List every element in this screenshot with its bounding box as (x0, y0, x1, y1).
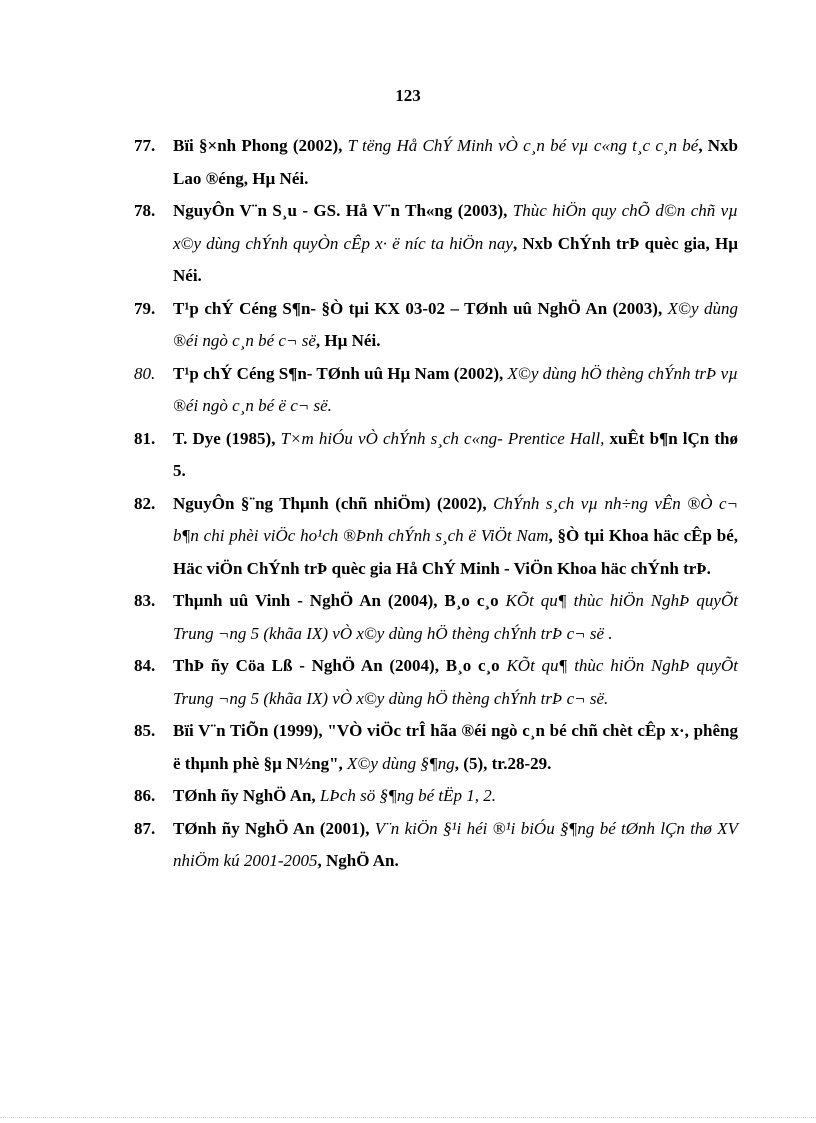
reference-number: 85. (134, 721, 156, 740)
reference-title: ChÝnh s¸ch vµ nh÷ng vÊn ®Ò c¬ b¶n chi phèi viÖc ho¹ch ®Þnh chÝnh s¸ch ë ViÖt Nam (173, 493, 738, 545)
reference-text (173, 715, 738, 780)
reference-text (173, 293, 738, 358)
reference-title: T×m hiÓu vÒ chÝnh s¸ch c«ng- Prentice Hall, (280, 428, 605, 448)
reference-text (173, 585, 738, 650)
reference-number: 79. (134, 298, 156, 318)
reference-title: KÕt qu¶ thùc hiÖn NghÞ quyÕt Trung ¬ng 5 (khãa IX) vÒ x©y dùng hÖ thèng chÝnh trÞ c¬ së . (173, 591, 738, 643)
reference-author: T¹p chÝ Céng S¶n- TØnh uû Hµ Nam (2002), (173, 363, 508, 383)
reference-number: 81. (134, 428, 156, 448)
reference-number: 86. (134, 786, 156, 805)
reference-item (134, 715, 738, 780)
reference-item (134, 813, 738, 878)
page-bottom-border (0, 1117, 816, 1118)
reference-item (134, 293, 738, 358)
reference-title: X©y dùng §¶ng (347, 753, 455, 773)
reference-author: Bïi §×nh Phong (2002), (173, 136, 348, 155)
reference-title: KÕt qu¶ thùc hiÖn NghÞ quyÕt Trung ¬ng 5 (khãa IX) vÒ x©y dùng hÖ thèng chÝnh trÞ c¬ së. (173, 656, 738, 708)
page-number: 123 (395, 86, 421, 105)
reference-list (134, 130, 738, 878)
reference-text (173, 358, 738, 423)
reference-author: NguyÔn §¨ng Thµnh (chñ nhiÖm) (2002), (173, 493, 494, 513)
reference-publisher: , Nxb Lao ®éng, Hµ Néi. (173, 136, 739, 188)
reference-author: T¹p chÝ Céng S¶n- §Ò tµi KX 03-02 – TØnh uû NghÖ An (2003), (173, 298, 668, 318)
reference-item (134, 650, 738, 715)
reference-number: 87. (134, 818, 156, 838)
reference-text (173, 423, 738, 488)
reference-author: TØnh ñy NghÖ An (2001), (173, 818, 375, 838)
reference-number: 78. (134, 201, 156, 220)
reference-title: X©y dùng hÖ thèng chÝnh trÞ vµ ®éi ngò c¸n bé ë c¬ së. (173, 363, 739, 415)
reference-publisher: , §Ò tµi Khoa häc cÊp bé, Häc viÖn ChÝnh trÞ quèc gia Hå ChÝ Minh - ViÖn Khoa häc chÝnh trÞ. (173, 526, 738, 578)
reference-text (173, 488, 738, 586)
reference-text (173, 650, 738, 715)
reference-number: 77. (134, 136, 156, 155)
reference-item (134, 358, 738, 423)
reference-item (134, 585, 738, 650)
reference-author: T. Dye (1985), (173, 428, 281, 448)
reference-text (173, 780, 738, 813)
reference-text (173, 813, 738, 878)
reference-number: 82. (134, 493, 156, 513)
reference-publisher: , (5), tr.28-29. (454, 753, 552, 773)
reference-item (134, 130, 738, 195)
reference-title: Thùc hiÖn quy chÕ d©n chñ vµ x©y dùng chÝnh quyÒn cÊp x· ë níc ta hiÖn nay (173, 201, 739, 253)
reference-title: LÞch sö §¶ng bé tËp 1, 2. (319, 786, 496, 805)
reference-text (173, 130, 738, 195)
reference-author: TØnh ñy NghÖ An, (173, 786, 320, 805)
reference-author: Bïi V¨n TiÕn (1999), "VÒ viÖc trÎ hãa ®éi ngò c¸n bé chñ chèt cÊp x·, phêng ë thµnh phè §µ N½ng", (173, 721, 738, 773)
reference-item (134, 780, 738, 813)
reference-text (173, 195, 738, 293)
reference-publisher: , NghÖ An. (317, 851, 399, 870)
reference-number: 83. (134, 591, 156, 610)
reference-title: T tëng Hå ChÝ Minh vÒ c¸n bé vµ c«ng t¸c c¸n bé (347, 136, 699, 155)
reference-number: 84. (134, 656, 156, 675)
reference-title: X©y dùng ®éi ngò c¸n bé c¬ së (173, 298, 738, 350)
reference-author: ThÞ ñy Cöa Lß - NghÖ An (2004), B¸o c¸o (173, 656, 507, 675)
reference-publisher: , Hµ Néi. (315, 331, 381, 350)
reference-publisher: , Nxb ChÝnh trÞ quèc gia, Hµ Néi. (173, 233, 738, 285)
reference-author: Thµnh uû Vinh - NghÖ An (2004), B¸o c¸o (173, 591, 506, 610)
reference-item (134, 423, 738, 488)
reference-item (134, 195, 738, 293)
reference-number: 80. (134, 363, 156, 383)
reference-author: NguyÔn V¨n S¸u - GS. Hå V¨n Th«ng (2003), (173, 201, 513, 220)
reference-publisher: xuÊt b¶n lÇn thø 5. (173, 428, 738, 480)
reference-item (134, 488, 738, 586)
reference-title: V¨n kiÖn §¹i héi ®¹i biÓu §¶ng bé tØnh lÇn thø XV nhiÖm kú 2001-2005 (173, 818, 738, 870)
